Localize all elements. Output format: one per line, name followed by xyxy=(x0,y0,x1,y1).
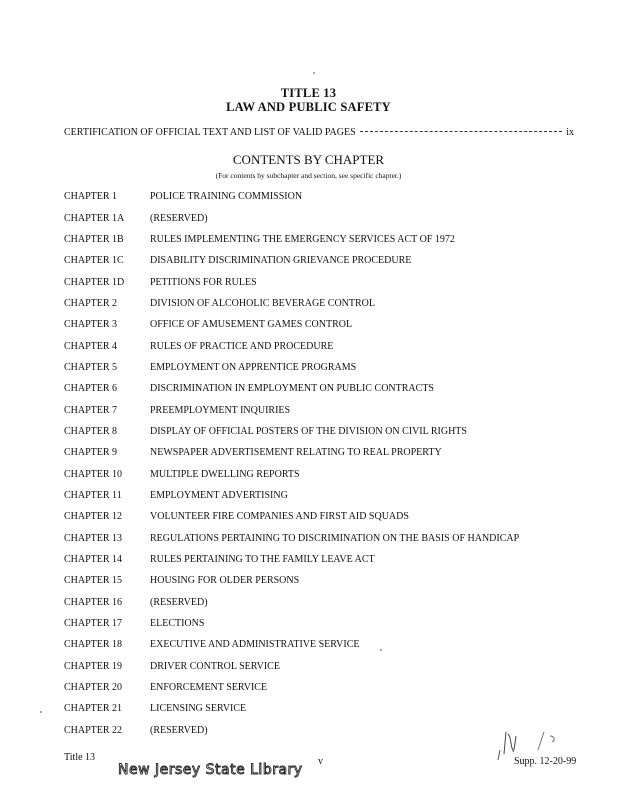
scan-speck xyxy=(40,711,42,713)
chapter-row xyxy=(64,698,564,719)
chapter-title: OFFICE OF AMUSEMENT GAMES CONTROL xyxy=(150,319,353,331)
chapter-row xyxy=(64,421,564,442)
chapter-number: CHAPTER 20 xyxy=(64,682,123,694)
chapter-title: DISABILITY DISCRIMINATION GRIEVANCE PROCEDURE xyxy=(150,255,412,267)
chapter-number: CHAPTER 14 xyxy=(64,554,123,566)
chapter-title: DISCRIMINATION IN EMPLOYMENT ON PUBLIC CONTRACTS xyxy=(150,383,434,395)
chapter-number: CHAPTER 11 xyxy=(64,489,122,501)
chapter-row xyxy=(64,186,564,207)
chapter-title: PETITIONS FOR RULES xyxy=(150,276,257,288)
chapter-number: CHAPTER 10 xyxy=(64,468,123,480)
chapter-row xyxy=(64,229,564,250)
chapter-title: DIVISION OF ALCOHOLIC BEVERAGE CONTROL xyxy=(150,297,375,309)
chapter-number: CHAPTER 21 xyxy=(64,703,123,715)
footer-title: Title 13 xyxy=(64,752,96,763)
chapter-row xyxy=(64,357,564,378)
chapter-row xyxy=(64,207,564,228)
chapter-row xyxy=(64,570,564,591)
title-number: TITLE 13 xyxy=(280,86,337,100)
chapter-number: CHAPTER 15 xyxy=(64,575,123,587)
chapter-title: PREEMPLOYMENT INQUIRIES xyxy=(150,404,291,416)
chapter-number: CHAPTER 5 xyxy=(64,361,118,373)
chapter-number: CHAPTER 19 xyxy=(64,660,123,672)
chapter-number: CHAPTER 13 xyxy=(64,532,123,544)
contents-heading: CONTENTS BY CHAPTER xyxy=(232,152,385,167)
chapter-row xyxy=(64,549,564,570)
chapter-row xyxy=(64,528,564,549)
chapter-row xyxy=(64,399,564,420)
certification-line xyxy=(64,127,574,138)
chapter-number: CHAPTER 3 xyxy=(64,319,118,331)
chapter-number: CHAPTER 4 xyxy=(64,340,118,352)
chapter-row xyxy=(64,442,564,463)
chapter-number: CHAPTER 7 xyxy=(64,404,118,416)
chapter-title: RULES PERTAINING TO THE FAMILY LEAVE ACT xyxy=(150,554,375,566)
chapter-row xyxy=(64,314,564,335)
chapter-number: CHAPTER 8 xyxy=(64,425,118,437)
footer-supplement-date: Supp. 12-20-99 xyxy=(514,756,577,767)
chapter-number: CHAPTER 22 xyxy=(64,724,123,736)
chapter-number: CHAPTER 6 xyxy=(64,383,118,395)
chapter-title: VOLUNTEER FIRE COMPANIES AND FIRST AID SQUADS xyxy=(150,511,409,523)
scan-speck xyxy=(380,649,382,651)
chapter-row xyxy=(64,335,564,356)
chapter-title: LICENSING SERVICE xyxy=(150,703,247,715)
chapter-title: REGULATIONS PERTAINING TO DISCRIMINATION ON THE BASIS OF HANDICAP xyxy=(150,532,520,544)
chapter-row xyxy=(64,485,564,506)
chapter-row xyxy=(64,656,564,677)
chapter-number: CHAPTER 18 xyxy=(64,639,123,651)
chapter-row xyxy=(64,613,564,634)
chapter-number: CHAPTER 1D xyxy=(64,276,125,288)
chapter-title: EMPLOYMENT ON APPRENTICE PROGRAMS xyxy=(150,361,357,373)
chapter-row xyxy=(64,634,564,655)
chapter-row xyxy=(64,293,564,314)
chapter-row xyxy=(64,463,564,484)
chapter-title: EMPLOYMENT ADVERTISING xyxy=(150,489,288,501)
chapter-title: HOUSING FOR OLDER PERSONS xyxy=(150,575,300,587)
chapter-title: ENFORCEMENT SERVICE xyxy=(150,682,268,694)
chapter-row xyxy=(64,378,564,399)
chapter-row xyxy=(64,592,564,613)
chapter-list xyxy=(64,186,564,741)
chapter-row xyxy=(64,506,564,527)
chapter-title: MULTIPLE DWELLING REPORTS xyxy=(150,468,300,480)
library-stamp: New Jersey State Library xyxy=(118,762,303,778)
scan-speck xyxy=(313,72,315,74)
chapter-title: (RESERVED) xyxy=(150,212,208,224)
chapter-number: CHAPTER 2 xyxy=(64,297,118,309)
certification-page: ix xyxy=(566,127,574,138)
handwritten-mark-icon xyxy=(494,728,584,762)
chapter-title: (RESERVED) xyxy=(150,596,208,608)
chapter-title: NEWSPAPER ADVERTISEMENT RELATING TO REAL PROPERTY xyxy=(150,447,442,459)
chapter-number: CHAPTER 16 xyxy=(64,596,123,608)
chapter-title: ELECTIONS xyxy=(150,618,205,630)
chapter-number: CHAPTER 1A xyxy=(64,212,125,224)
chapter-row xyxy=(64,271,564,292)
chapter-title: POLICE TRAINING COMMISSION xyxy=(150,191,303,203)
chapter-row xyxy=(64,720,564,741)
chapter-title: DRIVER CONTROL SERVICE xyxy=(150,660,280,672)
chapter-number: CHAPTER 1 xyxy=(64,191,118,203)
chapter-title: EXECUTIVE AND ADMINISTRATIVE SERVICE xyxy=(150,639,360,651)
chapter-number: CHAPTER 12 xyxy=(64,511,123,523)
dot-leader xyxy=(360,131,563,132)
chapter-row xyxy=(64,250,564,271)
chapter-number: CHAPTER 9 xyxy=(64,447,118,459)
contents-note: (For contents by subchapter and section, see specific chapter.) xyxy=(215,171,402,180)
chapter-number: CHAPTER 1C xyxy=(64,255,124,267)
footer-page-number: v xyxy=(318,756,323,767)
chapter-title: (RESERVED) xyxy=(150,724,208,736)
chapter-number: CHAPTER 17 xyxy=(64,618,123,630)
chapter-row xyxy=(64,677,564,698)
chapter-title: RULES OF PRACTICE AND PROCEDURE xyxy=(150,340,334,352)
chapter-title: DISPLAY OF OFFICIAL POSTERS OF THE DIVISION ON CIVIL RIGHTS xyxy=(150,425,467,437)
title-name: LAW AND PUBLIC SAFETY xyxy=(226,100,391,114)
chapter-number: CHAPTER 1B xyxy=(64,233,124,245)
certification-text: CERTIFICATION OF OFFICIAL TEXT AND LIST OF VALID PAGES xyxy=(64,127,356,138)
chapter-title: RULES IMPLEMENTING THE EMERGENCY SERVICES ACT OF 1972 xyxy=(150,233,455,245)
